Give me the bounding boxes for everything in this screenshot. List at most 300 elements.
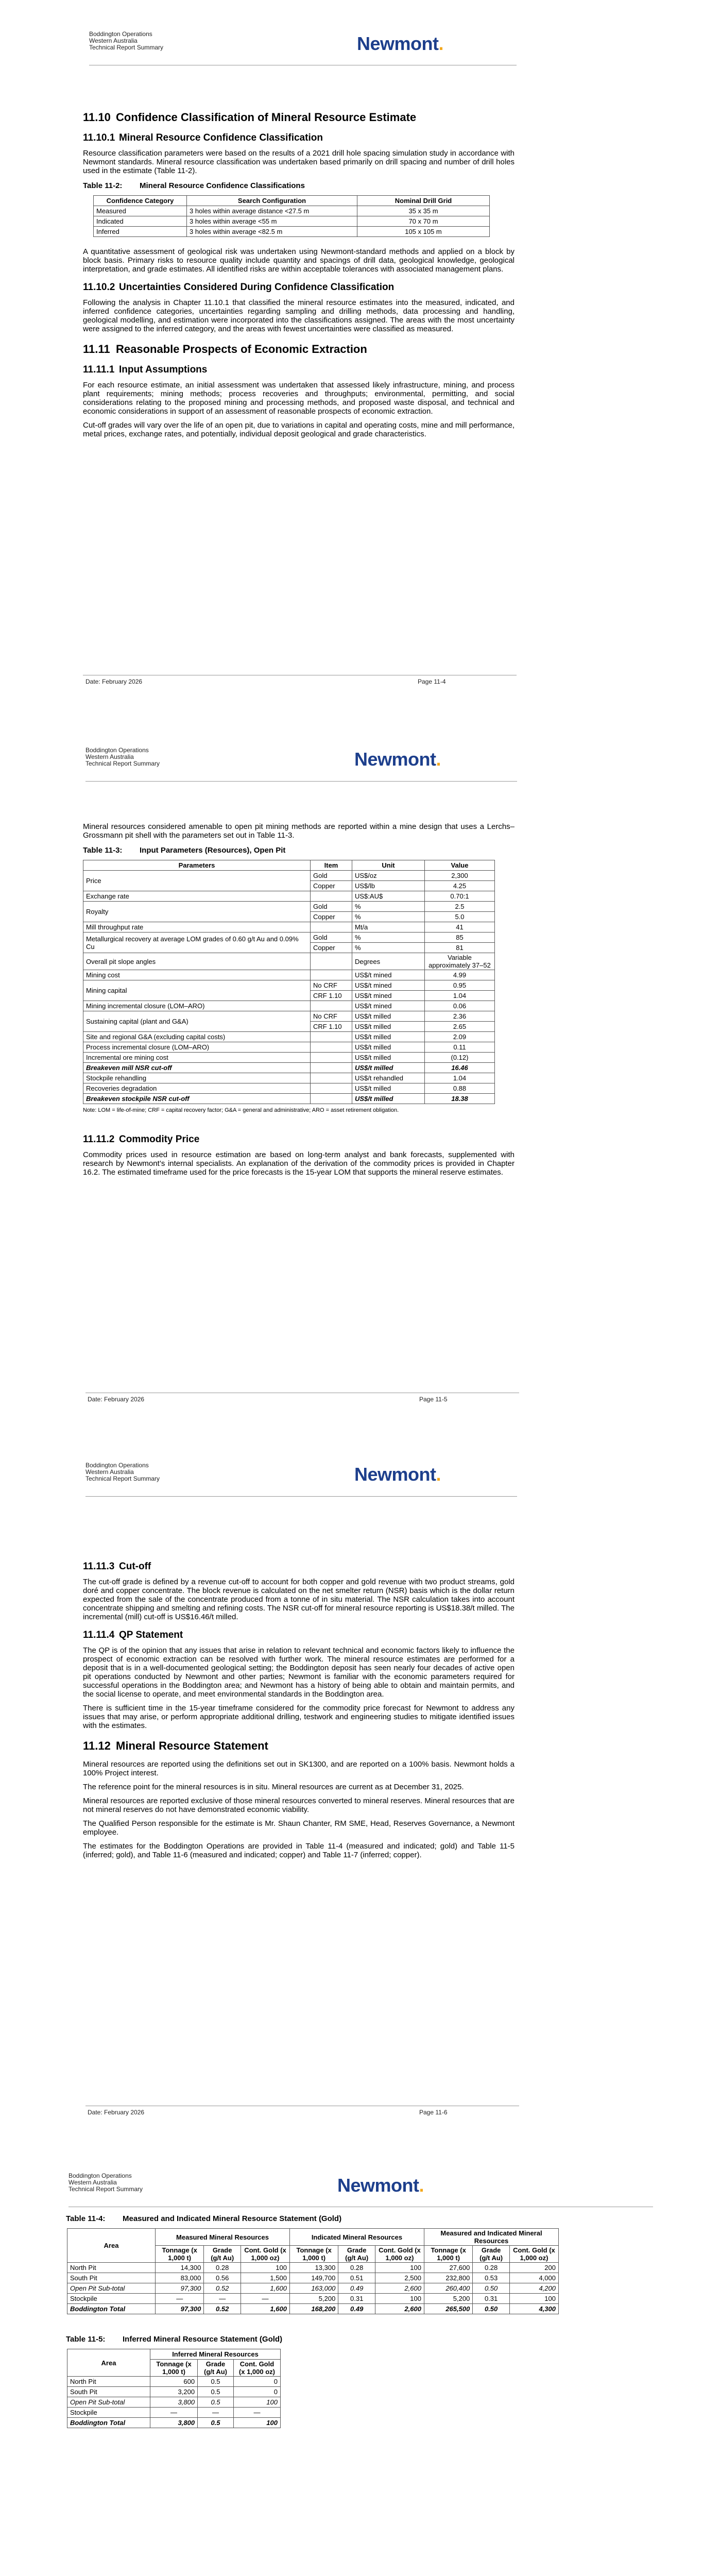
table-cell: 0.5 — [198, 2377, 234, 2387]
table-row — [67, 2387, 281, 2397]
table-cell: US$/t milled — [352, 1022, 425, 1032]
paragraph: Mineral resources are reported exclusive of those mineral resources converted to mineral reserves. Mineral resources that are not mineral reserves do not have demonstrated economic viability. — [83, 1797, 515, 1814]
table-cell: Copper — [311, 943, 352, 953]
table-cell: 0.52 — [204, 2304, 241, 2314]
header-line-3: Technical Report Summary — [89, 44, 164, 51]
table-row — [83, 1063, 495, 1073]
table-cell: 105 x 105 m — [357, 227, 490, 237]
table-cell: 168,200 — [289, 2304, 338, 2314]
table-cell: 232,800 — [424, 2273, 472, 2283]
header-line-1: Boddington Operations — [68, 2172, 132, 2179]
subsection-heading — [83, 1561, 515, 1572]
table-cell: 81 — [425, 943, 495, 953]
subsection-heading — [83, 1630, 515, 1641]
table-cell: 4,300 — [509, 2304, 558, 2314]
subsection-heading — [83, 364, 515, 376]
table-cell: 0.5 — [198, 2387, 234, 2397]
paragraph: Mineral resources considered amenable to open pit mining methods are reported within a mine design that uses a Lerchs–Grossmann pit shell with the parameters set out in Table 11-3. — [83, 822, 515, 840]
table-cell: % — [352, 933, 425, 943]
table-cell — [311, 970, 352, 980]
table-row — [67, 2263, 559, 2273]
table-cell: US$/t milled — [352, 1063, 425, 1073]
table-cell: (0.12) — [425, 1053, 495, 1063]
table-cell: Inferred — [94, 227, 187, 237]
header-cell: Area — [67, 2229, 156, 2263]
table-cell: 0.52 — [204, 2283, 241, 2294]
header-rule — [85, 781, 517, 782]
table-cell: 0.50 — [473, 2304, 510, 2314]
table-cell: Gold — [311, 933, 352, 943]
table-cell: 0.53 — [473, 2273, 510, 2283]
subsection-title: QP Statement — [119, 1630, 183, 1640]
subsection-number: 11.11.1 — [83, 364, 115, 375]
table-row — [94, 227, 490, 237]
table-header-row — [83, 860, 495, 871]
table-cell: 2,300 — [425, 871, 495, 881]
table-row — [83, 1094, 495, 1104]
table-cell: 27,600 — [424, 2263, 472, 2273]
table-row — [83, 970, 495, 980]
table-cell: 100 — [241, 2263, 290, 2273]
table-cell: 35 x 35 m — [357, 206, 490, 216]
paragraph: A quantitative assessment of geological risk was undertaken using Newmont-standard methods and applied on a block by block basis. Primary risks to resource quality include quantity and spacings of drill data, geological knowledge, geological interpretation, and grade estimates. All identified risks are within acceptable tolerances with associated management plans. — [83, 247, 515, 274]
table-cell: Stockpile — [67, 2294, 156, 2304]
table-group-row — [67, 2229, 559, 2246]
table-title: Mineral Resource Confidence Classifications — [140, 181, 305, 190]
table-cell: 41 — [425, 922, 495, 933]
table-cell: Indicated — [94, 216, 187, 227]
newmont-logo — [354, 749, 441, 770]
table-cell: 0.28 — [338, 2263, 375, 2273]
table-cell: — — [198, 2408, 234, 2418]
header-cell: Value — [425, 860, 495, 871]
table-row — [67, 2304, 559, 2314]
table-cell: CRF 1.10 — [311, 1022, 352, 1032]
subsection-heading — [83, 132, 515, 144]
table-cell: North Pit — [67, 2263, 156, 2273]
newmont-logo — [337, 2175, 424, 2196]
paragraph: The Qualified Person responsible for the estimate is Mr. Shaun Chanter, RM SME, Head, Reserves Governance, a Newmont employee. — [83, 1819, 515, 1837]
table-cell: 4.25 — [425, 881, 495, 891]
paragraph: The QP is of the opinion that any issues that arise in relation to relevant technical and economic factors likely to influence the prospect of economic extraction can be resolved with further work. The mineral resource estimates are performed for a deposit that is in a well-documented geological setting; the Boddington deposit has seen nearly four decades of active open pit operations conducted by Newmont and other parties; Newmont is familiar with the economic parameters required for successful operations in the Boddington area; and Newmont has a history of being able to obtain and maintain permits, and the social license to operate, and meet environmental standards in the Boddington area. — [83, 1646, 515, 1699]
logo-text: Newmont — [354, 749, 436, 770]
table-cell: US$/t milled — [352, 1083, 425, 1094]
page-body — [83, 1553, 515, 1865]
table-row — [94, 206, 490, 216]
header-cell: Cont. Gold (x 1,000 oz) — [233, 2360, 280, 2377]
subsection-title: Commodity Price — [119, 1134, 200, 1145]
table-cell: % — [352, 902, 425, 912]
table-cell: — — [241, 2294, 290, 2304]
paragraph: The reference point for the mineral resources is in situ. Mineral resources are current as at December 31, 2025. — [83, 1783, 464, 1791]
table-cell: Price — [83, 871, 311, 891]
table-cell: South Pit — [67, 2387, 150, 2397]
table-cell: 200 — [509, 2263, 558, 2273]
header-cell: Confidence Category — [94, 196, 187, 206]
footer-date: Date: February 2026 — [85, 678, 143, 685]
table-cell: South Pit — [67, 2273, 156, 2283]
page-11-7 — [0, 2143, 703, 2576]
table-cell: US$/lb — [352, 881, 425, 891]
table-title: Inferred Mineral Resource Statement (Gold) — [123, 2335, 283, 2344]
table-cell: Sustaining capital (plant and G&A) — [83, 1011, 311, 1032]
table-row — [83, 1053, 495, 1063]
paragraph: Following the analysis in Chapter 11.10.1 that classified the mineral resource estimates into the measured, indicated, and inferred confidence categories, uncertainties regarding sampling and drilling methods, data processing and handling, geological modelling, and estimation were incorporated into the classifications assigned. The areas with the most uncertainty were assigned to the inferred category, and the areas with fewest uncertainties were classified as measured. — [83, 298, 515, 333]
header-line-1: Boddington Operations — [85, 1462, 149, 1469]
section-heading — [83, 343, 515, 356]
header-line-3: Technical Report Summary — [85, 1475, 160, 1482]
table-cell: 1,500 — [241, 2273, 290, 2283]
header-block — [85, 1462, 160, 1482]
table-cell: Degrees — [352, 953, 425, 970]
table-cell: Breakeven mill NSR cut-off — [83, 1063, 311, 1073]
table-group-row — [67, 2349, 281, 2360]
table-cell: 600 — [150, 2377, 198, 2387]
header-line-2: Western Australia — [68, 2179, 117, 2186]
table-cell: 3 holes within average <82.5 m — [187, 227, 357, 237]
table-cell: North Pit — [67, 2377, 150, 2387]
table-cell: No CRF — [311, 1011, 352, 1022]
table-cell: CRF 1.10 — [311, 991, 352, 1001]
paragraph: The estimates for the Boddington Operations are provided in Table 11-4 (measured and indicated; gold) and Table 11-5 (inferred; gold), and Table 11-6 (measured and indicated; copper) and Table 11-7 (inferred; copper). — [83, 1842, 515, 1859]
table-cell: 0.56 — [204, 2273, 241, 2283]
section-number: 11.11 — [83, 343, 110, 355]
footer-page: Page 11-6 — [419, 2109, 448, 2116]
table-cell: Gold — [311, 871, 352, 881]
table-cell: Recoveries degradation — [83, 1083, 311, 1094]
table-cell: Metallurgical recovery at average LOM grades of 0.60 g/t Au and 0.09% Cu — [83, 933, 311, 953]
table-row — [67, 2273, 559, 2283]
paragraph: The cut-off grade is defined by a revenue cut-off to account for both copper and gold revenue with two product streams, gold doré and copper concentrate. The block revenue is calculated on the net smelter return (NSR) basis which is the dollar return expected from the sale of the concentrate produced from a tonne of in situ material. The NSR calculation takes into account concentrate shipping and smelting and refining costs. The NSR cut-off for mineral resource reporting is US$18.38/t milled. The incremental (mill) cut-off is US$16.46/t milled. — [83, 1578, 515, 1621]
table-cell: US$/t milled — [352, 1094, 425, 1104]
subsection-title: Mineral Resource Confidence Classification — [119, 132, 323, 143]
table-cell: Overall pit slope angles — [83, 953, 311, 970]
header-cell: Cont. Gold (x 1,000 oz) — [509, 2246, 558, 2263]
section-heading — [83, 1739, 515, 1753]
section-number: 11.12 — [83, 1739, 111, 1752]
table-cell: US$/t mined — [352, 991, 425, 1001]
table-cell: Boddington Total — [67, 2304, 156, 2314]
table-cell — [311, 891, 352, 902]
table-row — [83, 1042, 495, 1053]
table-cell: Open Pit Sub-total — [67, 2283, 156, 2294]
logo-dot: . — [436, 749, 441, 770]
header-cell: Measured and Indicated Mineral Resources — [424, 2229, 558, 2246]
table-cell: 0.49 — [338, 2283, 375, 2294]
footer-date: Date: February 2026 — [88, 1396, 145, 1403]
header-line-2: Western Australia — [89, 37, 138, 44]
table-row — [67, 2377, 281, 2387]
subsection-heading — [83, 282, 515, 293]
table-cell: Variable approximately 37–52 — [425, 953, 495, 970]
table-row — [83, 871, 495, 881]
inferred-table — [67, 2349, 281, 2428]
table-cell — [311, 1073, 352, 1083]
logo-dot: . — [438, 33, 444, 54]
table-cell: 0.88 — [425, 1083, 495, 1094]
header-cell: Measured Mineral Resources — [156, 2229, 290, 2246]
table-cell: US$:AU$ — [352, 891, 425, 902]
table-cell: Copper — [311, 881, 352, 891]
subsection-title: Cut-off — [119, 1561, 151, 1572]
table-row — [83, 1001, 495, 1011]
table-cell: — — [156, 2294, 204, 2304]
newmont-logo — [357, 33, 443, 55]
table-cell: 0.11 — [425, 1042, 495, 1053]
table-cell: 0 — [233, 2387, 280, 2397]
table-cell: 83,000 — [156, 2273, 204, 2283]
table-cell: 0.51 — [338, 2273, 375, 2283]
header-cell: Indicated Mineral Resources — [289, 2229, 424, 2246]
header-cell: Tonnage (x 1,000 t) — [150, 2360, 198, 2377]
table-cell: 14,300 — [156, 2263, 204, 2273]
table-cell — [311, 922, 352, 933]
classification-table — [93, 195, 490, 237]
section-title: Reasonable Prospects of Economic Extraction — [116, 343, 367, 355]
table-cell — [311, 1063, 352, 1073]
section-title: Mineral Resource Statement — [116, 1739, 268, 1752]
logo-dot: . — [436, 1464, 441, 1485]
table-cell — [311, 1042, 352, 1053]
subsection-number: 11.11.3 — [83, 1561, 115, 1572]
table-cell: 2.5 — [425, 902, 495, 912]
table-cell: 5.0 — [425, 912, 495, 922]
table-cell: 16.46 — [425, 1063, 495, 1073]
table-cell: 13,300 — [289, 2263, 338, 2273]
table-cell — [311, 953, 352, 970]
table-cell: 265,500 — [424, 2304, 472, 2314]
table-cell: Exchange rate — [83, 891, 311, 902]
header-block — [85, 747, 160, 767]
logo-text: Newmont — [337, 2175, 419, 2196]
table-cell: 1,600 — [241, 2304, 290, 2314]
table-caption — [83, 846, 515, 855]
table-number: Table 11-2: — [83, 181, 123, 190]
table-cell: 0.5 — [198, 2418, 234, 2428]
table-cell: 3,800 — [150, 2418, 198, 2428]
table-note: Note: LOM = life-of-mine; CRF = capital recovery factor; G&A = general and administrative; ARO = asset retirement obligation. — [83, 1107, 399, 1113]
table-caption — [83, 181, 515, 190]
table-row — [83, 1073, 495, 1083]
table-cell — [311, 1053, 352, 1063]
table-cell: 5,200 — [424, 2294, 472, 2304]
header-cell: Search Configuration — [187, 196, 357, 206]
table-cell: 100 — [375, 2294, 424, 2304]
table-cell: US$/t milled — [352, 1011, 425, 1022]
table-cell: Stockpile — [67, 2408, 150, 2418]
page-11-5 — [0, 714, 703, 1427]
table-cell: 0.28 — [204, 2263, 241, 2273]
header-line-3: Technical Report Summary — [68, 2185, 143, 2193]
logo-dot: . — [419, 2175, 424, 2196]
table-cell: Royalty — [83, 902, 311, 922]
table-cell: 100 — [233, 2418, 280, 2428]
table-row — [83, 980, 495, 991]
table-cell: Mt/a — [352, 922, 425, 933]
table-cell: 97,300 — [156, 2304, 204, 2314]
section-title: Confidence Classification of Mineral Resource Estimate — [116, 111, 417, 124]
logo-text: Newmont — [354, 1464, 436, 1485]
header-cell: Cont. Gold (x 1,000 oz) — [375, 2246, 424, 2263]
table-row — [83, 922, 495, 933]
page-body — [83, 822, 515, 1182]
subsection-number: 11.10.1 — [83, 132, 115, 143]
table-cell: 0 — [233, 2377, 280, 2387]
table-row — [83, 891, 495, 902]
table-cell: 0.95 — [425, 980, 495, 991]
table-cell: 85 — [425, 933, 495, 943]
header-block — [89, 31, 163, 51]
input-parameters-table — [83, 860, 495, 1104]
table-row — [83, 1011, 495, 1022]
header-line-3: Technical Report Summary — [85, 760, 160, 767]
table-cell: 4.99 — [425, 970, 495, 980]
table-row — [83, 1032, 495, 1042]
table-cell: 1.04 — [425, 1073, 495, 1083]
table-row — [83, 933, 495, 943]
table-title: Input Parameters (Resources), Open Pit — [140, 846, 286, 855]
table-cell: Measured — [94, 206, 187, 216]
table-number: Table 11-5: — [66, 2335, 106, 2344]
table-cell: Mining cost — [83, 970, 311, 980]
header-cell: Cont. Gold (x 1,000 oz) — [241, 2246, 290, 2263]
table-cell: 3,800 — [150, 2397, 198, 2408]
table-row — [94, 216, 490, 227]
paragraph: For each resource estimate, an initial assessment was undertaken that assessed likely infrastructure, mining, and process plant requirements; mining methods; process recoveries and throughputs; environmental, permitting, and social considerations relating to the proposed mining and processing methods, and proposed waste disposal, and technical and economic considerations in support of an assessment of reasonable prospects of economic extraction. — [83, 381, 515, 416]
table-cell: 2.65 — [425, 1022, 495, 1032]
table-cell — [311, 1001, 352, 1011]
table-cell: 97,300 — [156, 2283, 204, 2294]
table-caption — [66, 2214, 581, 2223]
paragraph: Commodity prices used in resource estimation are based on long-term analyst and bank forecasts, supplemented with research by Newmont’s internal specialists. An explanation of the derivation of the commodity prices is provided in Chapter 16.2. The estimated timeframe used for the price forecasts is the 15-year LOM that supports the mineral reserve estimates. — [83, 1150, 515, 1177]
table-cell: US$/t milled — [352, 1032, 425, 1042]
paragraph: There is sufficient time in the 15-year timeframe considered for the commodity price forecast for Newmont to address any issues that may arise, or perform appropriate additional drilling, testwork and engineering studies to mitigate identified issues with the estimates. — [83, 1704, 515, 1730]
table-cell: US$/oz — [352, 871, 425, 881]
page-11-4 — [0, 0, 703, 714]
header-cell: Area — [67, 2349, 150, 2377]
table-cell: — — [233, 2408, 280, 2418]
paragraph: Mineral resources are reported using the definitions set out in SK1300, and are reported on a 100% basis. Newmont holds a 100% Project interest. — [83, 1760, 515, 1777]
header-cell: Grade (g/t Au) — [473, 2246, 510, 2263]
table-cell: Mining incremental closure (LOM–ARO) — [83, 1001, 311, 1011]
table-cell: 260,400 — [424, 2283, 472, 2294]
subsection-heading — [83, 1134, 515, 1145]
measured-indicated-table — [67, 2228, 559, 2314]
table-cell: 5,200 — [289, 2294, 338, 2304]
subsection-number: 11.11.2 — [83, 1134, 115, 1145]
table-cell: 0.50 — [473, 2283, 510, 2294]
header-line-1: Boddington Operations — [89, 30, 152, 38]
table-cell: 0.49 — [338, 2304, 375, 2314]
subsection-title: Uncertainties Considered During Confidence Classification — [119, 282, 395, 293]
table-cell: 149,700 — [289, 2273, 338, 2283]
newmont-logo — [354, 1464, 441, 1485]
table-cell: 100 — [509, 2294, 558, 2304]
table-cell: Copper — [311, 912, 352, 922]
header-cell: Tonnage (x 1,000 t) — [156, 2246, 204, 2263]
table-cell: % — [352, 943, 425, 953]
table-cell: 3 holes within average distance <27.5 m — [187, 206, 357, 216]
table-cell: 163,000 — [289, 2283, 338, 2294]
header-line-1: Boddington Operations — [85, 747, 149, 754]
table-cell: 2,600 — [375, 2304, 424, 2314]
logo-text: Newmont — [357, 33, 439, 54]
table-cell: 100 — [233, 2397, 280, 2408]
header-block — [68, 2173, 143, 2193]
subsection-title: Input Assumptions — [119, 364, 208, 375]
table-cell: Mill throughput rate — [83, 922, 311, 933]
table-row — [83, 953, 495, 970]
header-rule — [85, 1496, 517, 1497]
table-cell: US$/t milled — [352, 1053, 425, 1063]
subsection-number: 11.11.4 — [83, 1630, 115, 1640]
table-cell: 70 x 70 m — [357, 216, 490, 227]
table-cell: US$/t mined — [352, 970, 425, 980]
table-caption — [66, 2335, 581, 2344]
table-cell: 0.5 — [198, 2397, 234, 2408]
table-cell — [311, 1083, 352, 1094]
table-row — [83, 902, 495, 912]
table-cell: Breakeven stockpile NSR cut-off — [83, 1094, 311, 1104]
header-line-2: Western Australia — [85, 1468, 134, 1476]
header-cell: Item — [311, 860, 352, 871]
page-body — [66, 2214, 581, 2428]
page-11-6 — [0, 1427, 703, 2143]
footer-date: Date: February 2026 — [88, 2109, 145, 2116]
section-heading — [83, 111, 515, 124]
table-cell: 0.28 — [473, 2263, 510, 2273]
table-cell: 1.04 — [425, 991, 495, 1001]
table-cell: 2,600 — [375, 2283, 424, 2294]
table-cell: Open Pit Sub-total — [67, 2397, 150, 2408]
table-cell: 0.06 — [425, 1001, 495, 1011]
table-cell: 3,200 — [150, 2387, 198, 2397]
table-cell: Site and regional G&A (excluding capital costs) — [83, 1032, 311, 1042]
table-row — [83, 1083, 495, 1094]
table-row — [67, 2408, 281, 2418]
header-cell: Grade (g/t Au) — [204, 2246, 241, 2263]
table-row — [67, 2294, 559, 2304]
table-number: Table 11-3: — [83, 846, 123, 855]
page-body — [83, 111, 515, 444]
table-row — [67, 2283, 559, 2294]
table-cell: Process incremental closure (LOM–ARO) — [83, 1042, 311, 1053]
header-cell: Grade (g/t Au) — [198, 2360, 234, 2377]
table-cell — [311, 1094, 352, 1104]
table-cell: 2.09 — [425, 1032, 495, 1042]
table-cell: US$/t mined — [352, 980, 425, 991]
table-row — [67, 2397, 281, 2408]
table-cell: Gold — [311, 902, 352, 912]
table-cell: 4,200 — [509, 2283, 558, 2294]
header-cell: Tonnage (x 1,000 t) — [289, 2246, 338, 2263]
header-cell: Inferred Mineral Resources — [150, 2349, 281, 2360]
header-cell: Unit — [352, 860, 425, 871]
table-cell: % — [352, 912, 425, 922]
table-cell: 1,600 — [241, 2283, 290, 2294]
table-cell: US$/t milled — [352, 1042, 425, 1053]
table-cell: 4,000 — [509, 2273, 558, 2283]
table-cell: — — [204, 2294, 241, 2304]
table-cell: 18.38 — [425, 1094, 495, 1104]
table-title: Measured and Indicated Mineral Resource Statement (Gold) — [123, 2214, 342, 2223]
table-cell — [311, 1032, 352, 1042]
header-line-2: Western Australia — [85, 753, 134, 760]
footer-page: Page 11-4 — [418, 678, 446, 685]
table-number: Table 11-4: — [66, 2214, 106, 2223]
table-cell: 2.36 — [425, 1011, 495, 1022]
table-cell: US$/t rehandled — [352, 1073, 425, 1083]
